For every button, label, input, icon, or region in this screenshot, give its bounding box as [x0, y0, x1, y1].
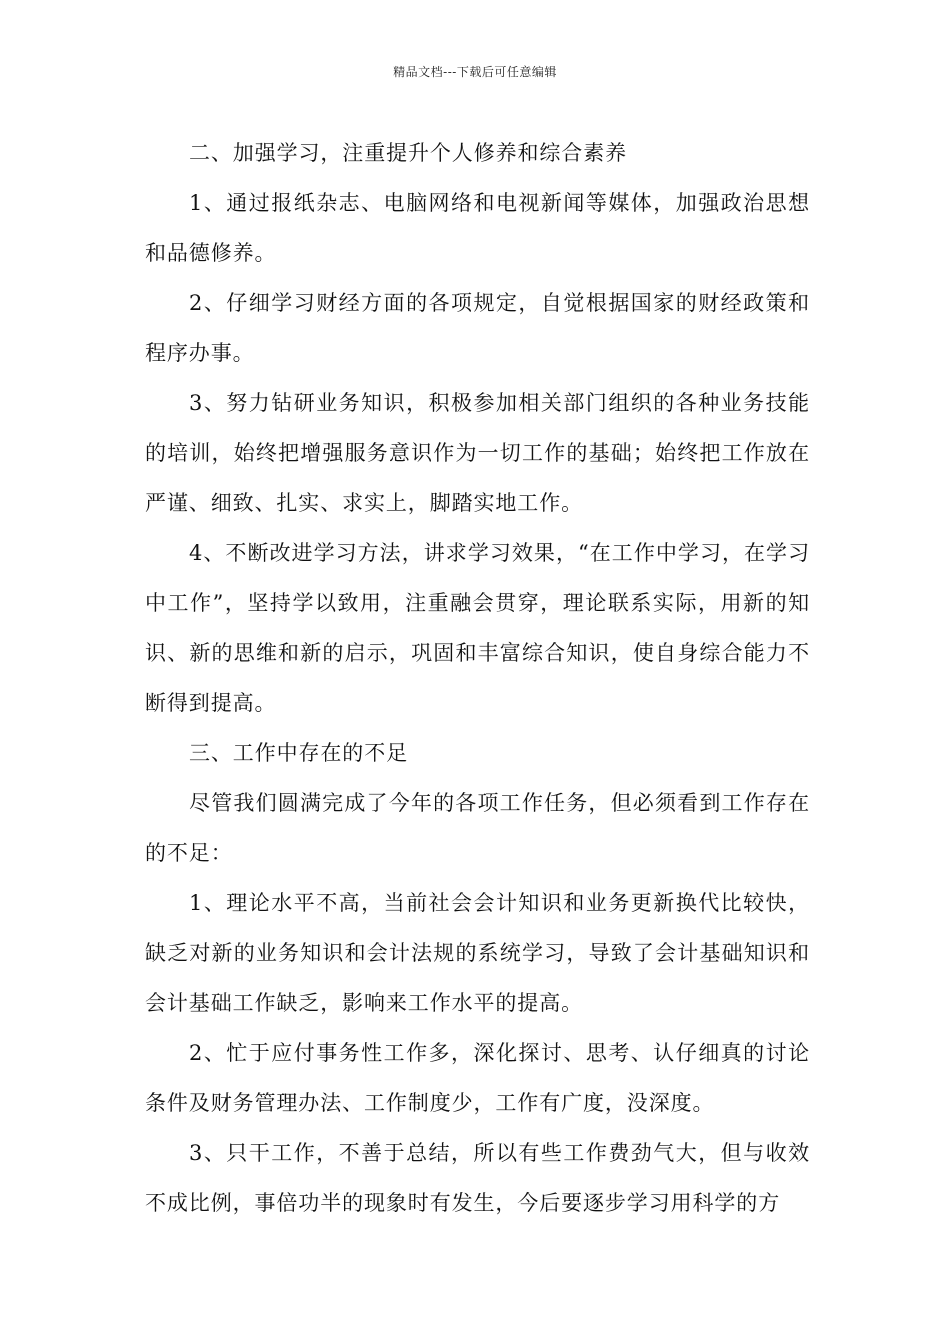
paragraph-study-1: 1、通过报纸杂志、电脑网络和电视新闻等媒体，加强政治思想和品德修养。 [145, 191, 810, 265]
document-body [145, 128, 810, 1228]
section-heading-shortcomings: 三、工作中存在的不足 [189, 741, 408, 765]
paragraph-study-2: 2、仔细学习财经方面的各项规定，自觉根据国家的财经政策和程序办事。 [145, 291, 810, 365]
paragraph-study-3: 3、努力钻研业务知识，积极参加相关部门组织的各种业务技能的培训，始终把增强服务意识作为一切工作的基础；始终把工作放在严谨、细致、扎实、求实上，脚踏实地工作。 [145, 391, 810, 515]
paragraph-shortcoming-2: 2、忙于应付事务性工作多，深化探讨、思考、认仔细真的讨论条件及财务管理办法、工作制度少，工作有广度，没深度。 [145, 1041, 810, 1115]
paragraph-shortcomings-intro: 尽管我们圆满完成了今年的各项工作任务，但必须看到工作存在的不足： [145, 791, 810, 865]
page-header: 精品文档---下载后可任意编辑 [393, 65, 557, 79]
paragraph-shortcoming-3: 3、只干工作，不善于总结，所以有些工作费劲气大，但与收效不成比例，事倍功半的现象时有发生，今后要逐步学习用科学的方 [145, 1141, 810, 1215]
section-heading-study: 二、加强学习，注重提升个人修养和综合素养 [189, 141, 627, 165]
paragraph-shortcoming-1: 1、理论水平不高，当前社会会计知识和业务更新换代比较快，缺乏对新的业务知识和会计法规的系统学习，导致了会计基础知识和会计基础工作缺乏，影响来工作水平的提高。 [145, 891, 810, 1015]
paragraph-study-4: 4、不断改进学习方法，讲求学习效果，“在工作中学习，在学习中工作”，坚持学以致用，注重融会贯穿，理论联系实际，用新的知识、新的思维和新的启示，巩固和丰富综合知识，使自身综合能力不断得到提高。 [145, 541, 810, 715]
